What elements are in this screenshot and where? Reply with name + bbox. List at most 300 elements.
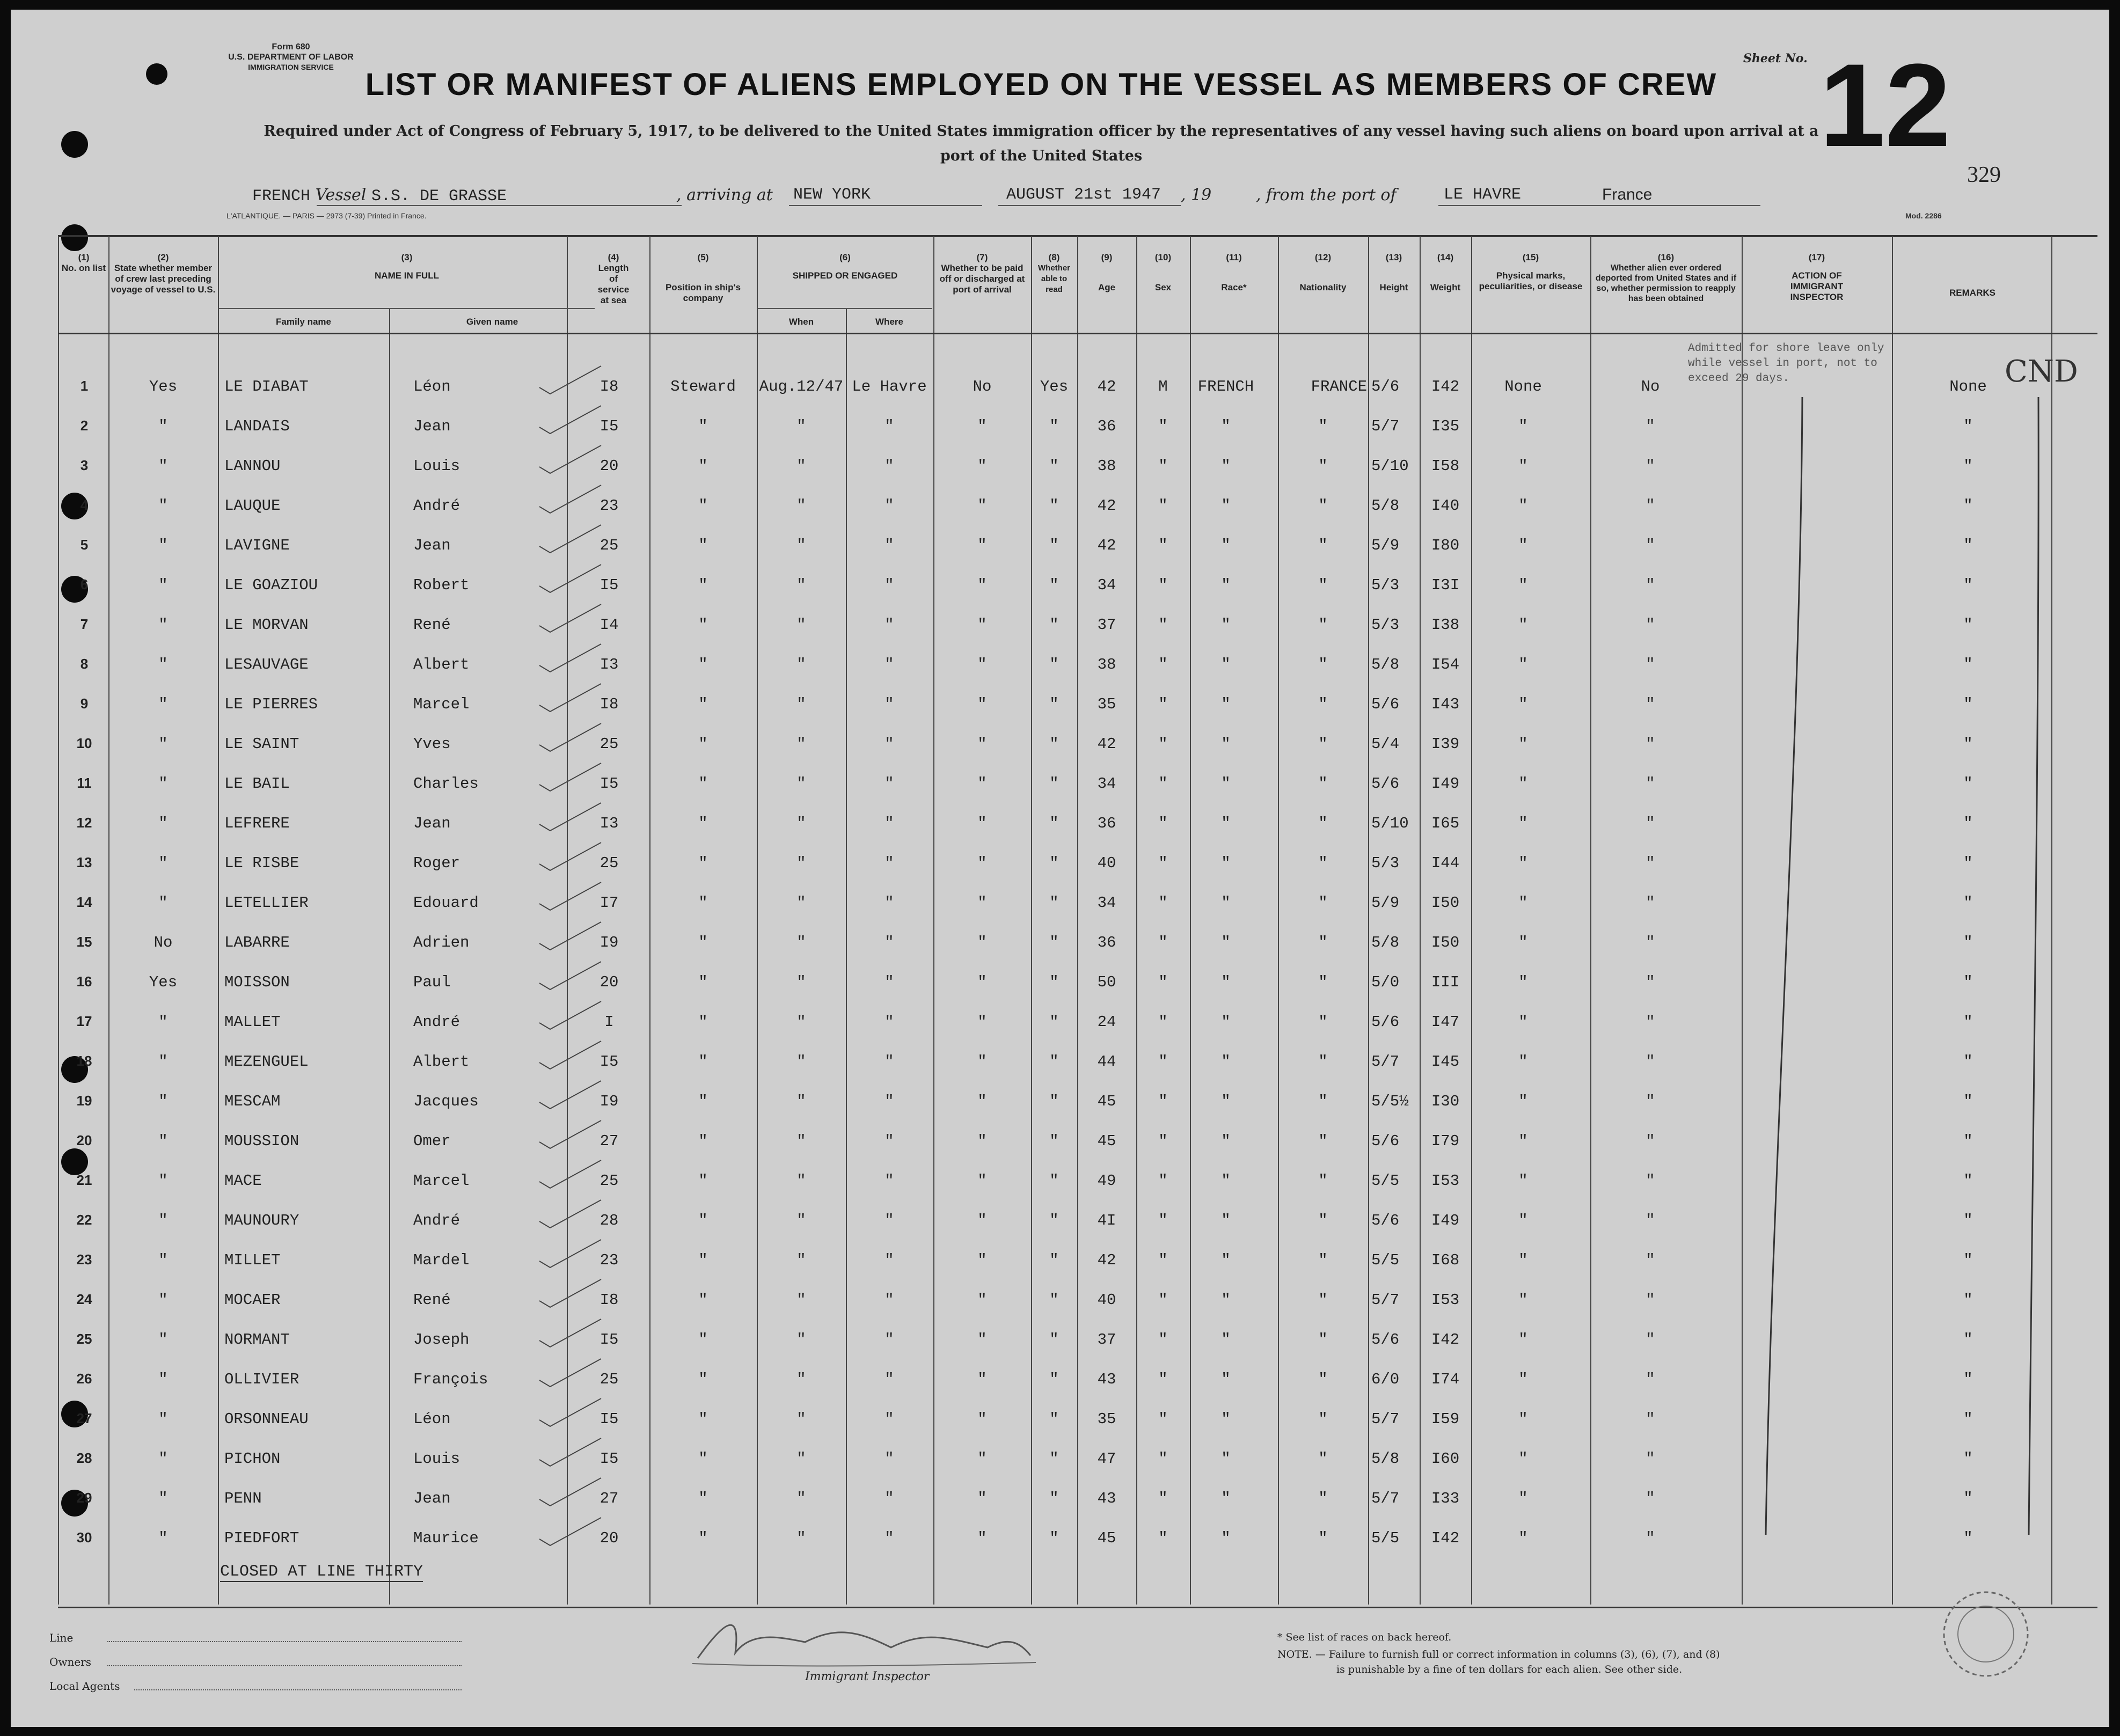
- height: 5/7: [1371, 1410, 1400, 1428]
- check-tick: [539, 684, 601, 712]
- sex: ": [1158, 735, 1168, 753]
- deported: ": [1646, 417, 1655, 435]
- printer-note: L'ATLANTIQUE. — PARIS — 2973 (7-39) Printed in France.: [226, 211, 427, 220]
- col-number: (9): [1101, 252, 1113, 262]
- remarks-initials: CND: [2005, 354, 2078, 389]
- shipped-where: ": [884, 1410, 894, 1428]
- shipped-when: ": [796, 775, 806, 793]
- service: IMMIGRATION SERVICE: [248, 63, 334, 71]
- sex: ": [1158, 1410, 1168, 1428]
- sex: ": [1158, 417, 1168, 435]
- weight: I44: [1431, 854, 1460, 872]
- able-to-read: ": [1049, 1371, 1059, 1388]
- shipped-where: ": [884, 497, 894, 515]
- col-number: (5): [697, 252, 709, 262]
- row-number: 22: [76, 1212, 92, 1228]
- check-tick: [539, 565, 601, 592]
- age: 42: [1097, 1251, 1116, 1269]
- shipped-where: ": [884, 417, 894, 435]
- family-name: PICHON: [224, 1450, 281, 1468]
- able-to-read: ": [1049, 735, 1059, 753]
- nationality: ": [1318, 1053, 1328, 1071]
- col-title: Race*: [1221, 282, 1247, 292]
- paid-off: ": [977, 1371, 987, 1388]
- row-number: 7: [80, 616, 89, 632]
- inspector-action: Admitted for shore leave only while vessel in port, not to exceed 29 days.: [1688, 342, 1884, 385]
- row-number: 28: [76, 1450, 92, 1466]
- remarks: ": [1963, 1529, 1973, 1547]
- sex: ": [1158, 1093, 1168, 1110]
- remarks: ": [1963, 457, 1973, 475]
- prev-voyage: ": [158, 1172, 168, 1190]
- shipped-where: ": [884, 775, 894, 793]
- height: 5/8: [1371, 497, 1400, 515]
- remarks: None: [1949, 378, 1987, 395]
- family-name: LETELLIER: [224, 894, 309, 912]
- race: ": [1221, 537, 1231, 554]
- age: 45: [1097, 1132, 1116, 1150]
- shipped-where: ": [884, 1371, 894, 1388]
- deported: ": [1646, 1053, 1655, 1071]
- remarks: ": [1963, 1132, 1973, 1150]
- given-name: Charles: [413, 775, 479, 793]
- prev-voyage: ": [158, 656, 168, 673]
- weight: I38: [1431, 616, 1460, 634]
- remarks: ": [1963, 815, 1973, 832]
- col-subheader: Family name: [276, 317, 331, 327]
- able-to-read: ": [1049, 775, 1059, 793]
- remarks: ": [1963, 973, 1973, 991]
- nationality: ": [1318, 1490, 1328, 1507]
- service-length: 27: [600, 1490, 619, 1507]
- departure-country: France: [1602, 186, 1653, 203]
- able-to-read: ": [1049, 695, 1059, 713]
- nationality: ": [1318, 775, 1328, 793]
- shipped-when: ": [796, 1132, 806, 1150]
- physical-marks: ": [1518, 735, 1528, 753]
- line-field: [107, 1641, 462, 1642]
- position: ": [698, 1013, 708, 1031]
- family-name: LEFRERE: [224, 815, 290, 832]
- row-number: 20: [76, 1132, 92, 1148]
- check-tick: [539, 1319, 601, 1347]
- able-to-read: ": [1049, 576, 1059, 594]
- age: 45: [1097, 1093, 1116, 1110]
- shipped-when: ": [796, 417, 806, 435]
- sex: ": [1158, 1172, 1168, 1190]
- prev-voyage: ": [158, 1212, 168, 1229]
- deported: ": [1646, 1251, 1655, 1269]
- nationality: ": [1318, 1212, 1328, 1229]
- check-tick: [539, 366, 601, 394]
- sex: ": [1158, 1013, 1168, 1031]
- prev-voyage: ": [158, 497, 168, 515]
- remarks: ": [1963, 894, 1973, 912]
- service-length: I3: [600, 815, 619, 832]
- weight: I65: [1431, 815, 1460, 832]
- shipped-when: ": [796, 1371, 806, 1388]
- shipped-where: ": [884, 1013, 894, 1031]
- weight: I30: [1431, 1093, 1460, 1110]
- nationality: ": [1318, 417, 1328, 435]
- family-name: LE RISBE: [224, 854, 299, 872]
- weight: I45: [1431, 1053, 1460, 1071]
- paid-off: ": [977, 457, 987, 475]
- signature-ink: [698, 1625, 1030, 1658]
- sex: ": [1158, 576, 1168, 594]
- paid-off: ": [977, 656, 987, 673]
- paid-off: ": [977, 735, 987, 753]
- able-to-read: ": [1049, 1212, 1059, 1229]
- nationality: ": [1318, 1529, 1328, 1547]
- col-title: Weight: [1430, 282, 1461, 292]
- check-tick: [539, 1438, 601, 1466]
- inspector-bracket-line: [1766, 397, 1802, 1535]
- physical-marks: ": [1518, 656, 1528, 673]
- shipped-where: ": [884, 1251, 894, 1269]
- sex: M: [1158, 378, 1168, 395]
- deported: ": [1646, 1212, 1655, 1229]
- weight: I42: [1431, 378, 1460, 395]
- service-length: I5: [600, 1450, 619, 1468]
- remarks: ": [1963, 775, 1973, 793]
- row-number: 6: [80, 576, 89, 592]
- remarks: ": [1963, 1331, 1973, 1349]
- race: ": [1221, 775, 1231, 793]
- check-tick: [539, 406, 601, 434]
- physical-marks: ": [1518, 576, 1528, 594]
- paid-off: ": [977, 1331, 987, 1349]
- age: 24: [1097, 1013, 1116, 1031]
- service-length: 25: [600, 735, 619, 753]
- shipped-when: ": [796, 735, 806, 753]
- service-length: I8: [600, 1291, 619, 1309]
- check-tick: [539, 1359, 601, 1387]
- service-length: I5: [600, 576, 619, 594]
- service-length: I5: [600, 775, 619, 793]
- family-name: MOISSON: [224, 973, 290, 991]
- family-name: LAVIGNE: [224, 537, 290, 554]
- able-to-read: ": [1049, 1450, 1059, 1468]
- col-number: (10): [1154, 252, 1172, 262]
- check-tick: [539, 922, 601, 950]
- height: 5/6: [1371, 1212, 1400, 1229]
- deported: ": [1646, 616, 1655, 634]
- col-number: (4): [608, 252, 619, 262]
- subtitle-line-1: Required under Act of Congress of February 5, 1917, to be delivered to the United States immigration officer by the representatives of any vessel having such aliens on board upon arrival at a: [264, 123, 1819, 140]
- age: 35: [1097, 1410, 1116, 1428]
- prev-voyage: ": [158, 1490, 168, 1507]
- given-name: Jean: [413, 1490, 451, 1507]
- position: ": [698, 616, 708, 634]
- deported: ": [1646, 735, 1655, 753]
- paid-off: ": [977, 537, 987, 554]
- shipped-where: ": [884, 1529, 894, 1547]
- agents-field: [134, 1689, 462, 1690]
- prev-voyage: ": [158, 1291, 168, 1309]
- check-tick: [539, 1120, 601, 1148]
- sex: ": [1158, 457, 1168, 475]
- race: ": [1221, 457, 1231, 475]
- remarks: ": [1963, 497, 1973, 515]
- prev-voyage: ": [158, 695, 168, 713]
- col-title: Age: [1098, 282, 1116, 292]
- given-name: Mardel: [413, 1251, 470, 1269]
- col-title: Nationality: [1299, 282, 1347, 292]
- prev-voyage: ": [158, 1331, 168, 1349]
- paid-off: ": [977, 894, 987, 912]
- shipped-where: ": [884, 1331, 894, 1349]
- sex: ": [1158, 1053, 1168, 1071]
- given-name: Albert: [413, 1053, 470, 1071]
- nationality: ": [1318, 1450, 1328, 1468]
- height: 5/6: [1371, 695, 1400, 713]
- physical-marks: ": [1518, 417, 1528, 435]
- nationality: ": [1318, 497, 1328, 515]
- height: 5/5½: [1371, 1093, 1409, 1110]
- check-tick: [539, 763, 601, 791]
- family-name: MOUSSION: [224, 1132, 299, 1150]
- nationality: ": [1318, 973, 1328, 991]
- deported: ": [1646, 1132, 1655, 1150]
- service-length: 25: [600, 854, 619, 872]
- family-name: MEZENGUEL: [224, 1053, 309, 1071]
- age: 49: [1097, 1172, 1116, 1190]
- nationality: ": [1318, 1331, 1328, 1349]
- physical-marks: ": [1518, 775, 1528, 793]
- sex: ": [1158, 695, 1168, 713]
- weight: I68: [1431, 1251, 1460, 1269]
- col-title: No. on list: [61, 263, 106, 273]
- sheet-number: 12: [1819, 39, 1951, 171]
- height: 5/8: [1371, 1450, 1400, 1468]
- physical-marks: ": [1518, 457, 1528, 475]
- height: 5/7: [1371, 1053, 1400, 1071]
- height: 5/3: [1371, 616, 1400, 634]
- weight: I43: [1431, 695, 1460, 713]
- given-name: Léon: [413, 378, 451, 395]
- physical-marks: ": [1518, 934, 1528, 951]
- sex: ": [1158, 1291, 1168, 1309]
- position: ": [698, 1093, 708, 1110]
- remarks: ": [1963, 854, 1973, 872]
- shipped-where: ": [884, 973, 894, 991]
- able-to-read: ": [1049, 457, 1059, 475]
- nationality: ": [1318, 537, 1328, 554]
- row-number: 16: [76, 973, 92, 990]
- position: ": [698, 497, 708, 515]
- physical-marks: ": [1518, 1371, 1528, 1388]
- paid-off: No: [973, 378, 992, 395]
- age: 43: [1097, 1490, 1116, 1507]
- page-stamp: 329: [1967, 163, 2001, 187]
- sex: ": [1158, 1529, 1168, 1547]
- shipped-where: ": [884, 1291, 894, 1309]
- given-name: René: [413, 1291, 451, 1309]
- prev-voyage: ": [158, 735, 168, 753]
- row-number: 14: [76, 894, 92, 910]
- physical-marks: ": [1518, 854, 1528, 872]
- race: ": [1221, 735, 1231, 753]
- check-tick: [539, 803, 601, 831]
- physical-marks: None: [1504, 378, 1542, 395]
- able-to-read: ": [1049, 1093, 1059, 1110]
- race: ": [1221, 1410, 1231, 1428]
- position: ": [698, 1251, 708, 1269]
- position: Steward: [670, 378, 736, 395]
- age: 42: [1097, 537, 1116, 554]
- races-note: * See list of races on back hereof.: [1277, 1631, 1452, 1643]
- shipped-when: ": [796, 973, 806, 991]
- height: 5/6: [1371, 378, 1400, 395]
- col-title: Physical marks, peculiarities, or disease: [1479, 270, 1583, 291]
- shipped-where: ": [884, 735, 894, 753]
- col-title: Length of service at sea: [597, 263, 630, 305]
- shipped-when: ": [796, 815, 806, 832]
- service-length: 23: [600, 497, 619, 515]
- arriving-port: NEW YORK: [793, 186, 871, 204]
- deported: ": [1646, 894, 1655, 912]
- family-name: LABARRE: [224, 934, 290, 951]
- remarks: ": [1963, 1371, 1973, 1388]
- able-to-read: ": [1049, 854, 1059, 872]
- able-to-read: ": [1049, 417, 1059, 435]
- note-line-2: is punishable by a fine of ten dollars for each alien. See other side.: [1336, 1664, 1683, 1675]
- position: ": [698, 815, 708, 832]
- given-name: André: [413, 1212, 460, 1229]
- position: ": [698, 1132, 708, 1150]
- deported: ": [1646, 1490, 1655, 1507]
- shipped-where: ": [884, 1132, 894, 1150]
- deported: ": [1646, 1331, 1655, 1349]
- sex: ": [1158, 934, 1168, 951]
- service-length: I5: [600, 417, 619, 435]
- height: 5/7: [1371, 417, 1400, 435]
- race: ": [1221, 1291, 1231, 1309]
- physical-marks: ": [1518, 1331, 1528, 1349]
- physical-marks: ": [1518, 616, 1528, 634]
- height: 5/4: [1371, 735, 1400, 753]
- service-length: 27: [600, 1132, 619, 1150]
- seal-stamp: [1944, 1592, 2028, 1676]
- shipped-where: ": [884, 656, 894, 673]
- shipped-when: ": [796, 695, 806, 713]
- remarks: ": [1963, 1410, 1973, 1428]
- physical-marks: ": [1518, 973, 1528, 991]
- remarks: ": [1963, 1013, 1973, 1031]
- family-name: PIEDFORT: [224, 1529, 299, 1547]
- deported: ": [1646, 497, 1655, 515]
- given-name: Louis: [413, 457, 460, 475]
- age: 36: [1097, 417, 1116, 435]
- paid-off: ": [977, 1410, 987, 1428]
- paid-off: ": [977, 854, 987, 872]
- given-name: Paul: [413, 973, 451, 991]
- shipped-where: ": [884, 695, 894, 713]
- nationality: ": [1318, 1410, 1328, 1428]
- shipped-when: ": [796, 1529, 806, 1547]
- service-length: I4: [600, 616, 619, 634]
- check-tick: [539, 1081, 601, 1109]
- deported: ": [1646, 854, 1655, 872]
- row-number: 25: [76, 1331, 92, 1347]
- remarks: ": [1963, 537, 1973, 554]
- row-number: 2: [80, 417, 89, 434]
- paid-off: ": [977, 1172, 987, 1190]
- able-to-read: Yes: [1040, 378, 1069, 395]
- col-subheader: Given name: [466, 317, 518, 327]
- position: ": [698, 1053, 708, 1071]
- deported: ": [1646, 1450, 1655, 1468]
- race: ": [1221, 695, 1231, 713]
- shipped-when: ": [796, 894, 806, 912]
- able-to-read: ": [1049, 1172, 1059, 1190]
- sex: ": [1158, 1132, 1168, 1150]
- age: 50: [1097, 973, 1116, 991]
- weight: I50: [1431, 894, 1460, 912]
- height: 5/5: [1371, 1172, 1400, 1190]
- age: 35: [1097, 695, 1116, 713]
- nationality: ": [1318, 576, 1328, 594]
- deported: ": [1646, 1093, 1655, 1110]
- family-name: LE DIABAT: [224, 378, 309, 395]
- able-to-read: ": [1049, 894, 1059, 912]
- deported: ": [1646, 1172, 1655, 1190]
- able-to-read: ": [1049, 616, 1059, 634]
- age: 4I: [1097, 1212, 1116, 1229]
- family-name: LAUQUE: [224, 497, 281, 515]
- given-name: Léon: [413, 1410, 451, 1428]
- closed-note: CLOSED AT LINE THIRTY: [220, 1563, 423, 1581]
- col-number: (11): [1226, 252, 1242, 262]
- height: 5/7: [1371, 1291, 1400, 1309]
- row-number: 19: [76, 1093, 92, 1109]
- given-name: André: [413, 497, 460, 515]
- deported: ": [1646, 1371, 1655, 1388]
- race: ": [1221, 1013, 1231, 1031]
- deported: ": [1646, 1013, 1655, 1031]
- shipped-when: ": [796, 1093, 806, 1110]
- weight: I50: [1431, 934, 1460, 951]
- race: ": [1221, 934, 1231, 951]
- physical-marks: ": [1518, 894, 1528, 912]
- shipped-where: ": [884, 576, 894, 594]
- race: ": [1221, 497, 1231, 515]
- age: 34: [1097, 576, 1116, 594]
- family-name: OLLIVIER: [224, 1371, 299, 1388]
- sex: ": [1158, 616, 1168, 634]
- race: ": [1221, 973, 1231, 991]
- row-number: 26: [76, 1371, 92, 1387]
- given-name: Omer: [413, 1132, 451, 1150]
- family-name: LE GOAZIOU: [224, 576, 318, 594]
- weight: I58: [1431, 457, 1460, 475]
- col-number: (8): [1048, 252, 1060, 262]
- sex: ": [1158, 1450, 1168, 1468]
- race: ": [1221, 1212, 1231, 1229]
- race: ": [1221, 854, 1231, 872]
- prev-voyage: Yes: [149, 378, 178, 395]
- shipped-when: ": [796, 1331, 806, 1349]
- weight: I53: [1431, 1172, 1460, 1190]
- physical-marks: ": [1518, 1053, 1528, 1071]
- shipped-where: ": [884, 537, 894, 554]
- subtitle-line-2: port of the United States: [940, 148, 1143, 164]
- age: 40: [1097, 854, 1116, 872]
- deported: No: [1641, 378, 1660, 395]
- physical-marks: ": [1518, 695, 1528, 713]
- race: ": [1221, 1371, 1231, 1388]
